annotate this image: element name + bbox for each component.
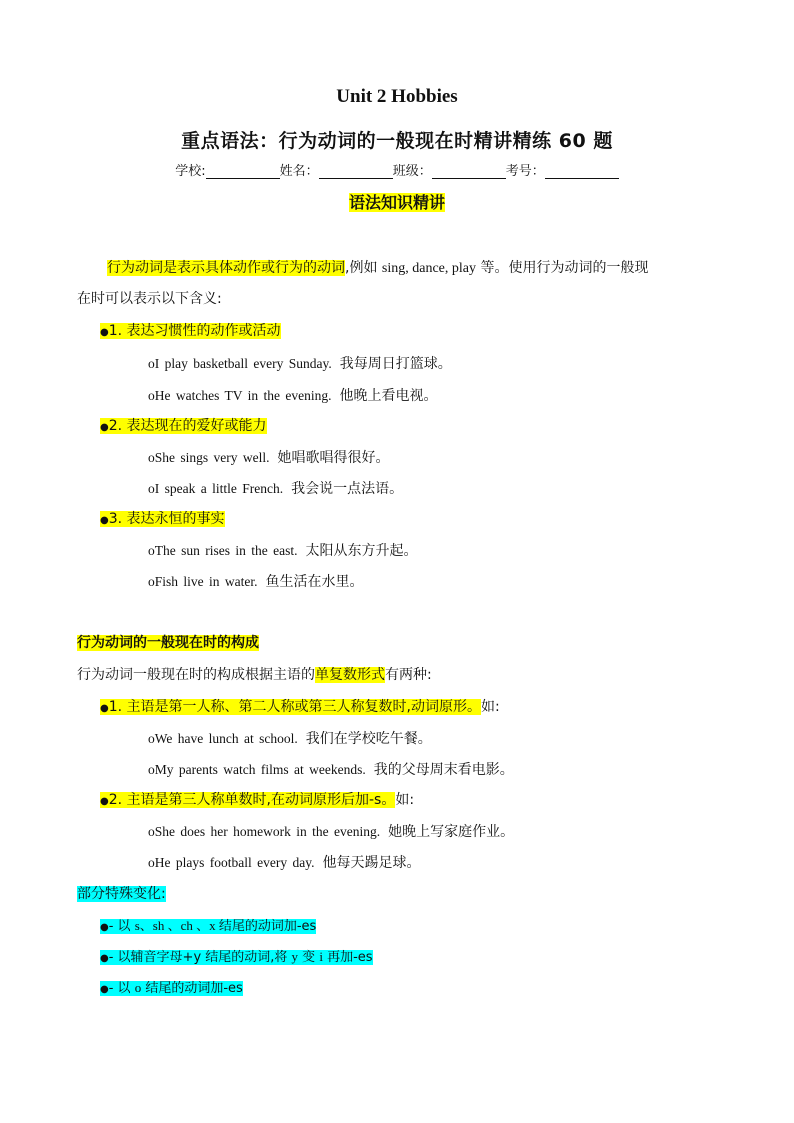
number-blank bbox=[545, 165, 619, 179]
class-blank bbox=[432, 165, 506, 179]
meaning-2: ●2. 表达现在的爱好或能力 bbox=[100, 418, 267, 434]
student-info-line bbox=[0, 160, 794, 179]
example-line: oShe does her homework in the evening. 她晚上写家庭作业。 bbox=[148, 824, 515, 840]
example-line: oThe sun rises in the east. 太阳从东方升起。 bbox=[148, 543, 418, 559]
example-line: oMy parents watch films at weekends. 我的父母周末看电影。 bbox=[148, 762, 514, 778]
example-line: oHe watches TV in the evening. 他晚上看电视。 bbox=[148, 388, 438, 404]
section-heading: 语法知识精讲 bbox=[348, 193, 445, 212]
special-item-1: ●- 以 s、sh 、ch 、x 结尾的动词加-es bbox=[100, 918, 317, 934]
special-item-2: ●- 以辅音字母+y 结尾的动词,将 y 变 i 再加-es bbox=[100, 949, 373, 965]
page-title: Unit 2 Hobbies bbox=[336, 86, 458, 107]
structure-heading: 行为动词的一般现在时的构成 bbox=[77, 635, 259, 651]
example-line: oWe have lunch at school. 我们在学校吃午餐。 bbox=[148, 731, 432, 747]
intro-highlight: 行为动词是表示具体动作或行为的动词 bbox=[107, 260, 345, 276]
name-blank bbox=[319, 165, 393, 179]
class-label: 班级： bbox=[392, 164, 432, 179]
number-label: 考号： bbox=[505, 164, 545, 179]
rule-2: ●2. 主语是第三人称单数时,在动词原形后加-s。如: bbox=[100, 792, 415, 808]
example-line: oFish live in water. 鱼生活在水里。 bbox=[148, 574, 364, 590]
name-label: 姓名： bbox=[279, 164, 319, 179]
special-item-3: ●- 以 o 结尾的动词加-es bbox=[100, 980, 243, 996]
example-line: oI speak a little French. 我会说一点法语。 bbox=[148, 481, 404, 497]
school-blank bbox=[206, 165, 280, 179]
special-heading: 部分特殊变化: bbox=[77, 886, 166, 902]
school-label: 学校: bbox=[175, 164, 206, 179]
meaning-1: ●1. 表达习惯性的动作或活动 bbox=[100, 323, 281, 339]
intro-paragraph: 行为动词是表示具体动作或行为的动词,例如 sing, dance, play 等。使用行为动词的一般现 在时可以表示以下含义: bbox=[77, 260, 649, 307]
example-line: oHe plays football every day. 他每天踢足球。 bbox=[148, 855, 421, 871]
rule-1: ●1. 主语是第一人称、第二人称或第三人称复数时,动词原形。如: bbox=[100, 699, 500, 715]
example-line: oI play basketball every Sunday. 我每周日打篮球。 bbox=[148, 356, 452, 372]
meaning-3: ●3. 表达永恒的事实 bbox=[100, 511, 225, 527]
example-line: oShe sings very well. 她唱歌唱得很好。 bbox=[148, 450, 390, 466]
page-subtitle: 重点语法：行为动词的一般现在时精讲精练 60 题 bbox=[181, 130, 613, 152]
structure-intro: 行为动词一般现在时的构成根据主语的单复数形式有两种: bbox=[77, 667, 432, 683]
